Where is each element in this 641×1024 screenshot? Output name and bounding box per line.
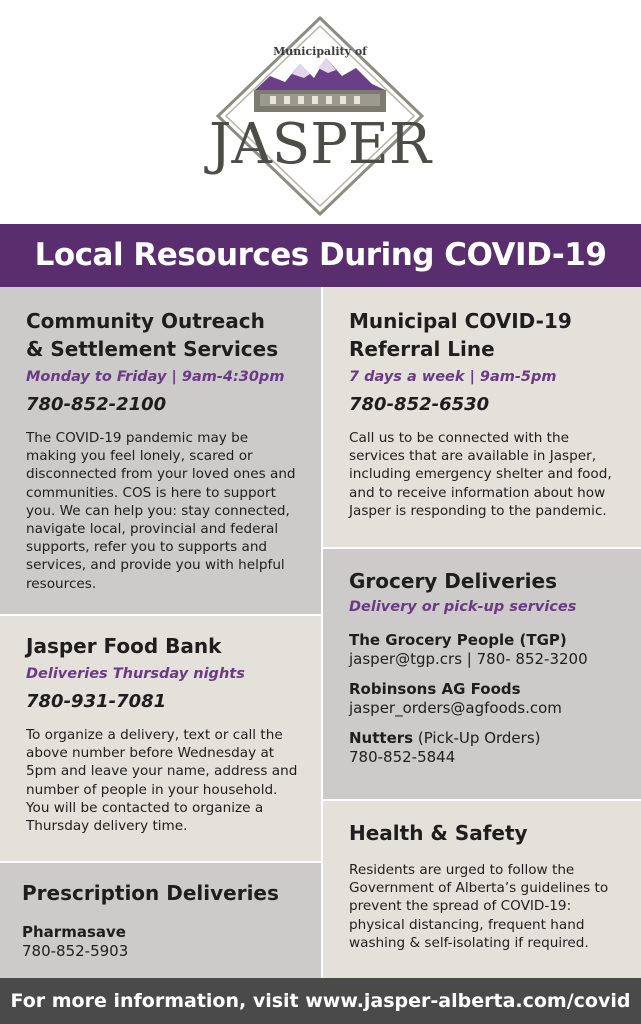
cos-phone[interactable]: 780-852-2100	[26, 394, 167, 415]
store-nutters	[349, 729, 621, 766]
grocery-title: Grocery Deliveries	[349, 569, 557, 593]
health-panel	[323, 801, 641, 978]
page-title-banner: Local Resources During COVID-19	[0, 224, 641, 287]
municipality-logo	[0, 0, 641, 224]
health-title: Health & Safety	[349, 821, 528, 845]
pharmasave-entry	[22, 923, 301, 960]
store-name: Nutters	[349, 729, 414, 747]
referral-hours: 7 days a week | 9am-5pm	[349, 369, 557, 385]
referral-panel	[323, 287, 641, 547]
foodbank-description: To organize a delivery, text or call the above number before Wednesday at 5pm and leave your name, address and number of people in your household. You will be contacted to organize a Thursday delivery time.	[26, 727, 298, 835]
store-name: The Grocery People (TGP)	[349, 631, 567, 649]
store-contact[interactable]: 780-852-5844	[349, 747, 456, 766]
cos-description: The COVID-19 pandemic may be making you feel lonely, scared or disconnected from your loved ones and communities. COS is here to support you. We can help you: stay connected, navigate local, provincial and federal supports, refer you to supports and services, and provide you with helpful resources.	[26, 430, 296, 592]
store-robinsons	[349, 680, 621, 717]
grocery-panel	[323, 549, 641, 799]
footer-info[interactable]: For more information, visit www.jasper-alberta.com/covid	[0, 978, 641, 1024]
cos-title: Community Outreach & Settlement Services	[26, 309, 279, 361]
referral-phone[interactable]: 780-852-6530	[349, 394, 490, 415]
foodbank-phone[interactable]: 780-931-7081	[26, 691, 167, 712]
store-name: Robinsons AG Foods	[349, 680, 521, 698]
logo-name: JASPER	[209, 112, 431, 177]
referral-title: Municipal COVID-19 Referral Line	[349, 309, 572, 361]
referral-description: Call us to be connected with the services that are available in Jasper, including emergency shelter and food, and to receive information about how Jasper is responding to the pandemic.	[349, 430, 612, 519]
foodbank-title: Jasper Food Bank	[26, 634, 222, 658]
cos-panel	[0, 287, 321, 614]
store-contact[interactable]: jasper_orders@agfoods.com	[349, 698, 562, 717]
pharmacy-phone[interactable]: 780-852-5903	[22, 941, 129, 960]
prescription-title: Prescription Deliveries	[22, 881, 279, 905]
foodbank-panel	[0, 616, 321, 861]
health-description: Residents are urged to follow the Government of Alberta’s guidelines to prevent the spread of COVID-19: physical distancing, frequent hand washing & self-isolating if required.	[349, 862, 609, 951]
jasper-logo-graphic	[0, 0, 641, 224]
store-note: (Pick-Up Orders)	[413, 729, 541, 747]
pharmacy-name: Pharmasave	[22, 923, 126, 941]
logo-top-text: Municipality of	[273, 45, 367, 58]
cos-hours: Monday to Friday | 9am-4:30pm	[26, 369, 285, 385]
grocery-subtitle: Delivery or pick-up services	[349, 599, 577, 615]
foodbank-hours: Deliveries Thursday nights	[26, 666, 245, 682]
store-contact[interactable]: jasper@tgp.crs | 780- 852-3200	[349, 649, 588, 668]
prescription-panel	[0, 863, 321, 978]
store-tgp	[349, 631, 621, 668]
